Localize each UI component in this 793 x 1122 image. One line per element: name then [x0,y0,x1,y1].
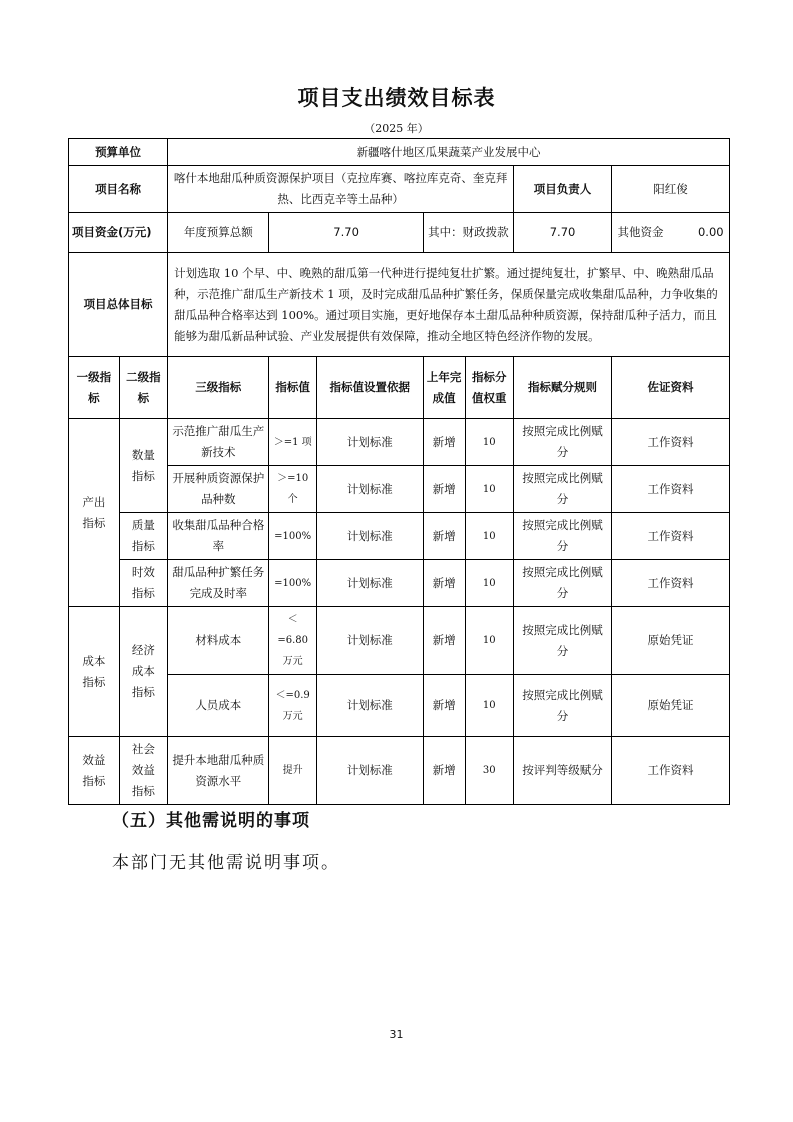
weight-cell: 10 [465,513,513,560]
rule-cell: 按照完成比例赋分 [514,560,612,607]
annual-budget-label: 年度预算总额 [168,213,269,253]
indicator-value-cell: =100% [269,560,316,607]
level3-cell: 收集甜瓜品种合格率 [168,513,269,560]
basis-cell: 计划标准 [316,737,423,805]
evidence-cell: 工作资料 [612,513,730,560]
level2-cell: 经济成本指标 [119,607,167,737]
project-name-label: 项目名称 [69,166,168,213]
indicator-row [69,607,730,675]
rule-cell: 按照完成比例赋分 [514,675,612,737]
other-funds-label: 其他资金 [617,225,664,239]
indicator-row [69,419,730,466]
level2-cell: 时效指标 [119,560,167,607]
performance-target-table [68,138,730,805]
evidence-cell: 工作资料 [612,419,730,466]
basis-cell: 计划标准 [316,513,423,560]
level1-cell: 效益指标 [69,737,120,805]
evidence-cell: 原始凭证 [612,607,730,675]
evidence-cell: 工作资料 [612,737,730,805]
indicator-header-row [69,357,730,419]
fiscal-value: 7.70 [514,213,612,253]
section-text: 本部门无其他需说明事项。 [112,853,340,873]
evidence-cell: 工作资料 [612,560,730,607]
level3-cell: 提升本地甜瓜种质资源水平 [168,737,269,805]
page-title: 项目支出绩效目标表 [297,86,496,110]
other-funds [612,213,730,253]
level3-cell: 开展种质资源保护品种数 [168,466,269,513]
header-cell: 一级指标 [69,357,120,419]
weight-cell: 30 [465,737,513,805]
overall-goal-label: 项目总体目标 [69,253,168,357]
budget-unit-value: 新疆喀什地区瓜果蔬菜产业发展中心 [168,139,730,166]
weight-cell: 10 [465,607,513,675]
last-year-cell: 新增 [423,737,465,805]
level2-cell: 社会效益指标 [119,737,167,805]
project-lead-value: 阳红俊 [612,166,730,213]
last-year-cell: 新增 [423,513,465,560]
rule-cell: 按评判等级赋分 [514,737,612,805]
header-cell: 指标值设置依据 [316,357,423,419]
basis-cell: 计划标准 [316,675,423,737]
weight-cell: 10 [465,675,513,737]
header-cell: 指标值 [269,357,316,419]
level1-cell: 产出指标 [69,419,120,607]
evidence-cell: 工作资料 [612,466,730,513]
indicator-value-cell: =100% [269,513,316,560]
fiscal-label: 其中：财政拨款 [423,213,513,253]
last-year-cell: 新增 [423,675,465,737]
indicator-value-cell: ＞=10 个 [269,466,316,513]
funds-label: 项目资金(万元) [69,213,168,253]
project-lead-label: 项目负责人 [514,166,612,213]
basis-cell: 计划标准 [316,560,423,607]
year-label: （2025 年） [364,122,429,135]
page-number: 31 [389,1028,404,1041]
level3-cell: 甜瓜品种扩繁任务完成及时率 [168,560,269,607]
header-cell: 指标分值权重 [465,357,513,419]
indicator-row [69,513,730,560]
level3-cell: 示范推广甜瓜生产新技术 [168,419,269,466]
indicator-value-cell: ＜=6.80 万元 [269,607,316,675]
header-cell: 指标赋分规则 [514,357,612,419]
level2-cell: 数量指标 [119,419,167,513]
rule-cell: 按照完成比例赋分 [514,466,612,513]
header-cell: 佐证资料 [612,357,730,419]
last-year-cell: 新增 [423,607,465,675]
level1-cell: 成本指标 [69,607,120,737]
last-year-cell: 新增 [423,560,465,607]
weight-cell: 10 [465,560,513,607]
rule-cell: 按照完成比例赋分 [514,607,612,675]
indicator-row [69,675,730,737]
section-heading: （五）其他需说明的事项 [112,811,310,831]
header-cell: 上年完成值 [423,357,465,419]
weight-cell: 10 [465,419,513,466]
basis-cell: 计划标准 [316,419,423,466]
project-name-value: 喀什本地甜瓜种质资源保护项目（克拉库赛、喀拉库克奇、奎克拜热、比西克辛等土品种） [168,166,514,213]
header-cell: 三级指标 [168,357,269,419]
weight-cell: 10 [465,466,513,513]
indicator-row [69,737,730,805]
level3-cell: 人员成本 [168,675,269,737]
indicator-row [69,466,730,513]
indicator-value-cell: ＜=0.9 万元 [269,675,316,737]
overall-goal-value: 计划选取 10 个早、中、晚熟的甜瓜第一代种进行提纯复壮扩繁。通过提纯复壮，扩繁早、中、晚熟甜瓜品种，示范推广甜瓜生产新技术 1 项，及时完成甜瓜品种扩繁任务，保质保量完成收集甜瓜品种，力争收集的甜瓜品种合格率达到 100%。通过项目实施，更好地保存本土甜瓜品种种质资源，保持甜瓜种子活力，而且能够为甜瓜新品种试验、产业发展提供有效保障，推动全地区特色经济作物的发展。 [168,253,730,357]
evidence-cell: 原始凭证 [612,675,730,737]
annual-budget-value: 7.70 [269,213,423,253]
last-year-cell: 新增 [423,466,465,513]
basis-cell: 计划标准 [316,466,423,513]
header-cell: 二级指标 [119,357,167,419]
rule-cell: 按照完成比例赋分 [514,513,612,560]
indicator-row [69,560,730,607]
last-year-cell: 新增 [423,419,465,466]
level3-cell: 材料成本 [168,607,269,675]
level2-cell: 质量指标 [119,513,167,560]
other-funds-value: 0.00 [697,225,724,239]
basis-cell: 计划标准 [316,607,423,675]
indicator-value-cell: 提升 [269,737,316,805]
budget-unit-label: 预算单位 [69,139,168,166]
indicator-value-cell: ＞=1 项 [269,419,316,466]
rule-cell: 按照完成比例赋分 [514,419,612,466]
